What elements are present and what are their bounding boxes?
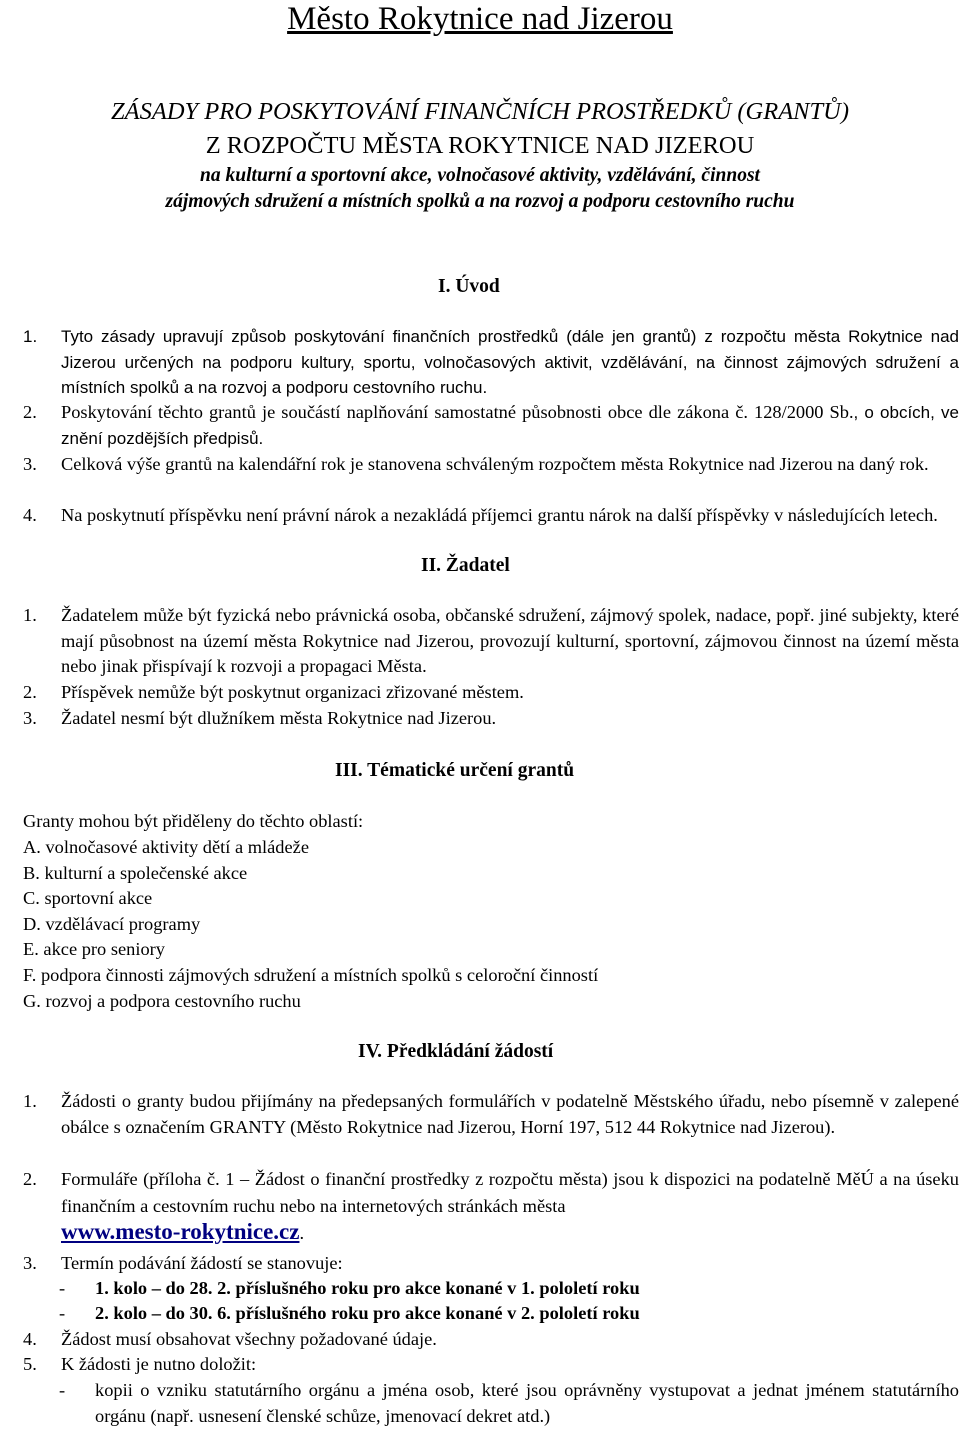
town-title: Město Rokytnice nad Jizerou xyxy=(287,1,673,37)
area-item: F. podpora činnosti zájmových sdružení a místních spolků s celoroční činností xyxy=(23,965,599,985)
list-item: 5. K žádosti je nutno doložit: xyxy=(23,1354,257,1374)
section-heading-submission: IV. Předkládání žádostí xyxy=(358,1041,554,1062)
list-item: 3. Celková výše grantů na kalendářní rok je stanovena schváleným rozpočtem města Rokytnice nad Jizerou na daný rok. xyxy=(23,454,929,474)
area-item: D. vzdělávací programy xyxy=(23,914,201,934)
section-heading-intro: I. Úvod xyxy=(438,276,500,297)
document-subtitle-line1: na kulturní a sportovní akce, volnočasové aktivity, vzdělávání, činnost xyxy=(200,165,760,186)
website-link[interactable]: www.mesto-rokytnice.cz xyxy=(61,1219,300,1244)
list-item: 2. Příspěvek nemůže být poskytnut organizaci zřizované městem. xyxy=(23,682,524,702)
document-subtitle-line2: zájmových sdružení a místních spolků a na rozvoj a podporu cestovního ruchu xyxy=(165,191,795,212)
list-item: 1. Tyto zásady upravují způsob poskytování finančních prostředků (dále jen grantů) z rozpočtu města Rokytnice nad Jizerou určených na podporu kultury, sportu, volnočasových aktivit, vzdělávání, na činnost zájmových sdružení a místních spolků a na rozvoj a podporu cestovního ruchu. xyxy=(23,327,959,398)
section-heading-areas: III. Tématické určení grantů xyxy=(335,760,575,781)
document-title-line2: Z ROZPOČTU MĚSTA ROKYTNICE NAD JIZEROU xyxy=(205,132,755,159)
attachment-item: - kopii o vzniku statutárního orgánu a jména osob, které jsou oprávněny vystupovat a jednat jménem statutárního orgánu (např. usnesení členské schůze, jmenovací dekret atd.) xyxy=(59,1380,959,1426)
deadline-item: - 1. kolo – do 28. 2. příslušného roku pro akce konané v 1. pololetí roku xyxy=(59,1278,640,1298)
list-item: 4. Na poskytnutí příspěvku není právní nárok a nezakládá příjemci grantu nárok na další příspěvky v následujících letech. xyxy=(23,505,938,525)
list-item: 3. Termín podávání žádostí se stanovuje: xyxy=(23,1253,343,1273)
list-item: 4. Žádost musí obsahovat všechny požadované údaje. xyxy=(23,1329,437,1349)
area-item: E. akce pro seniory xyxy=(23,939,165,959)
list-item: 1. Žádosti o granty budou přijímány na předepsaných formulářích v podatelně Městského úřadu, nebo písemně v zalepené obálce s označením GRANTY (Město Rokytnice nad Jizerou, Horní 197, 512 44 Rokytnice nad Jizerou). xyxy=(23,1091,959,1137)
document-title-line1: ZÁSADY PRO POSKYTOVÁNÍ FINANČNÍCH PROSTŘEDKŮ (GRANTŮ) xyxy=(111,98,849,125)
area-item: B. kulturní a společenské akce xyxy=(23,863,248,883)
deadline-item: - 2. kolo – do 30. 6. příslušného roku pro akce konané v 2. pololetí roku xyxy=(59,1303,640,1323)
list-item: 2. Poskytování těchto grantů je součástí naplňování samostatné působnosti obce dle zákona č. 128/2000 Sb., o obcích, ve znění pozdějších předpisů. xyxy=(23,402,959,448)
list-item: 2. Formuláře (příloha č. 1 – Žádost o finanční prostředky z rozpočtu města) jsou k dispozici na podatelně MěÚ a na úseku finančním a cestovním ruchu nebo na internetových stránkách města www.mesto-rokytnice.cz. xyxy=(23,1169,959,1244)
list-item: 3. Žadatel nesmí být dlužníkem města Rokytnice nad Jizerou. xyxy=(23,708,497,728)
list-item: 1. Žadatelem může být fyzická nebo právnická osoba, občanské sdružení, zájmový spolek, nadace, popř. jiné subjekty, které mají působnost na území města Rokytnice nad Jizerou, provozují kulturní, sportovní, zájmovou činnost na území města nebo jinak přispívají k rozvoji a propagaci Města. xyxy=(23,605,959,677)
areas-intro: Granty mohou být přiděleny do těchto oblastí: xyxy=(23,811,364,831)
area-item: G. rozvoj a podpora cestovního ruchu xyxy=(23,991,301,1011)
area-item: C. sportovní akce xyxy=(23,888,153,908)
section-heading-applicant: II. Žadatel xyxy=(421,555,510,576)
area-item: A. volnočasové aktivity dětí a mládeže xyxy=(23,837,309,857)
